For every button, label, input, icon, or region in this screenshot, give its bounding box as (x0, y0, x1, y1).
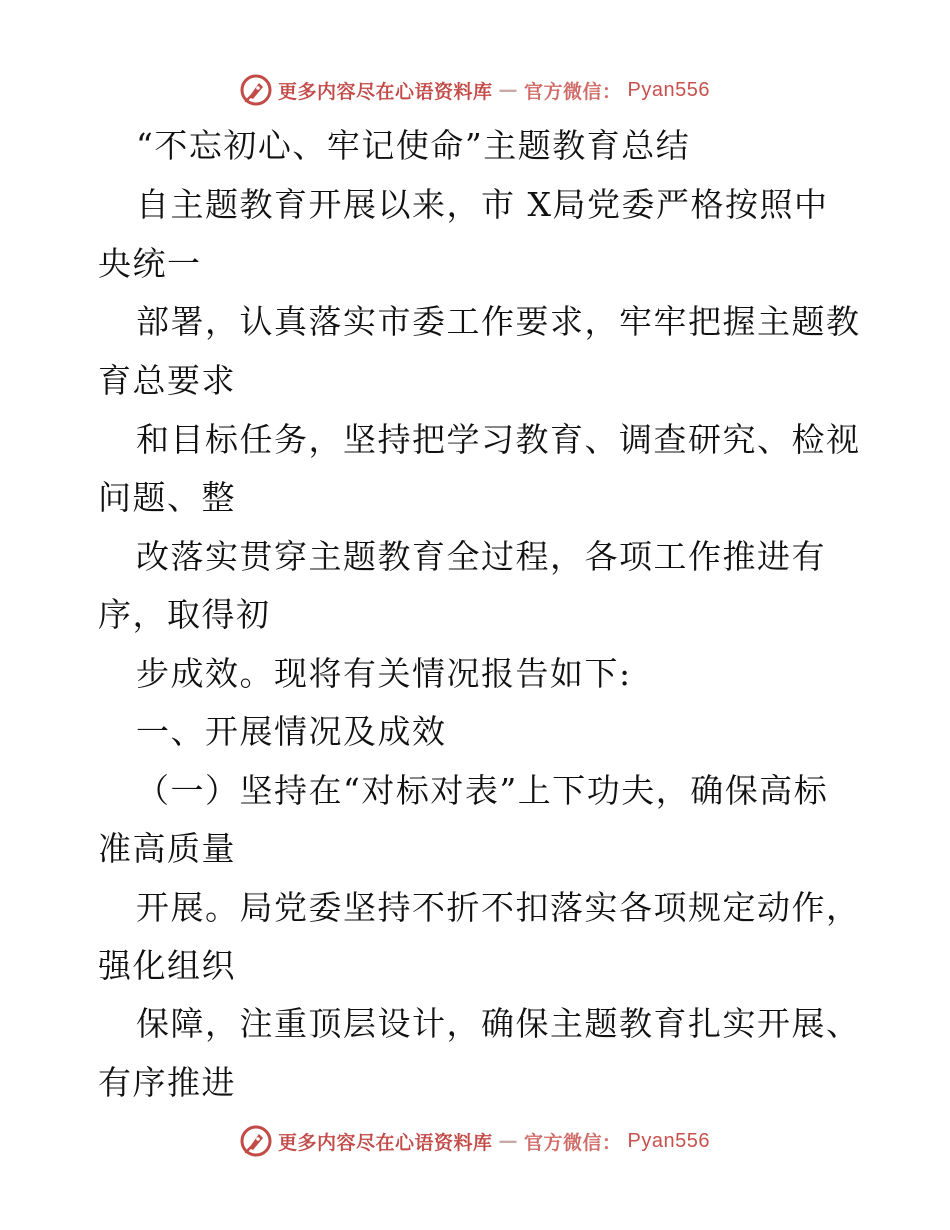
body-line: 改落实贯穿主题教育全过程，各项工作推进有 (136, 537, 826, 576)
watermark-wechat-id: Pyan556 (627, 78, 710, 101)
body-line: 自主题教育开展以来，市 X局党委严格按照中 (136, 185, 829, 224)
body-line: 强化组织 (98, 946, 236, 985)
watermark-label: 官方微信： (524, 1131, 622, 1154)
body-line: 部署，认真落实市委工作要求，牢牢把握主题教 (136, 302, 861, 341)
watermark-dash: — (498, 1130, 519, 1152)
watermark-main-text: 更多内容尽在心语资料库 (278, 1131, 493, 1154)
watermark-wechat-id: Pyan556 (627, 1129, 710, 1152)
body-line: 有序推进 (98, 1063, 236, 1102)
body-line: 步成效。现将有关情况报告如下: (136, 654, 632, 693)
body-line: 育总要求 (98, 361, 236, 400)
footer-watermark (0, 1121, 950, 1161)
section-heading: 一、开展情况及成效 (136, 712, 447, 751)
body-line: 开展。局党委坚持不折不扣落实各项规定动作， (136, 888, 861, 927)
watermark-label: 官方微信： (524, 80, 622, 103)
body-line: 和目标任务，坚持把学习教育、调查研究、检视 (136, 420, 861, 459)
body-line: 问题、整 (98, 478, 236, 517)
body-line: 央统一 (98, 244, 202, 283)
body-line: 序，取得初 (98, 595, 271, 634)
watermark-main-text: 更多内容尽在心语资料库 (278, 80, 493, 103)
pen-nib-icon (240, 1125, 272, 1157)
watermark-dash: — (498, 79, 519, 101)
document-title: “不忘初心、牢记使命”主题教育总结 (136, 126, 691, 165)
subsection-heading: （一）坚持在“对标对表”上下功夫，确保高标 (136, 771, 829, 810)
body-line: 保障，注重顶层设计，确保主题教育扎实开展、 (136, 1004, 861, 1043)
body-line: 准高质量 (98, 829, 236, 868)
